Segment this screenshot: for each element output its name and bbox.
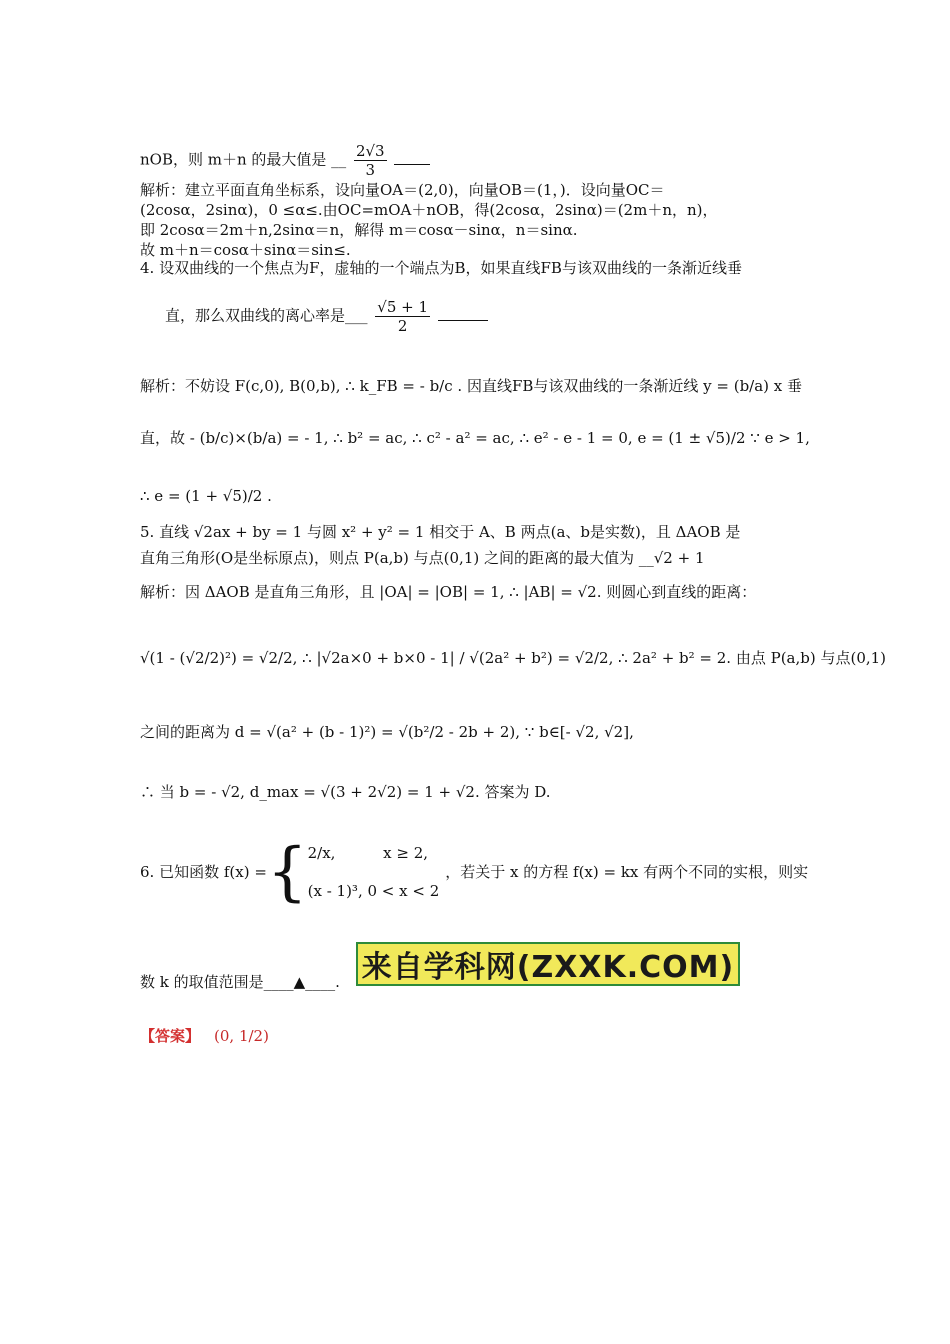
- solution-5-line2: √(1 - (√2/2)²) = √2/2, ∴ |√2a×0 + b×0 - 1| / √(2a² + b²) = √2/2, ∴ 2a² + b² = 2. 由点 P(a,b) 与点(0,1): [140, 649, 887, 667]
- question-4-line2: [165, 298, 488, 335]
- question-6-line2: 数 k 的取值范围是____▲____.: [140, 973, 340, 991]
- solution-5-line1: 解析：因 ΔAOB 是直角三角形，且 |OA| = |OB| = 1, ∴ |AB| = √2. 则圆心到直线的距离：: [140, 583, 757, 601]
- piecewise-brace: {: [266, 835, 308, 909]
- answer-line: [140, 1018, 269, 1054]
- solution-4-line3: ∴ e = (1 + √5)/2 .: [140, 487, 272, 505]
- text-line-2: 解析：建立平面直角坐标系，设向量OA＝(2,0)，向量OB＝(1，)．设向量OC＝: [140, 181, 665, 199]
- case-2: (x - 1)³, 0 < x < 2: [307, 882, 440, 900]
- text-line-3: (2cosα，2sinα)，0 ≤α≤.由OC=mOA＋nOB，得(2cosα，2sinα)＝(2m＋n，n)，: [140, 201, 718, 219]
- eccentricity-fraction: [375, 298, 430, 335]
- solution-4-line2: 直，故 - (b/c)×(b/a) = - 1, ∴ b² = ac, ∴ c² - a² = ac, ∴ e² - e - 1 = 0, e = (1 ± √5)/2 ∵ e > 1,: [140, 429, 810, 447]
- function-def-label: 6. 已知函数 f(x) =: [140, 863, 267, 881]
- frac-numerator: 2√3: [355, 142, 385, 160]
- answer-label: 【答案】: [140, 1027, 201, 1045]
- answer-blank: [394, 164, 430, 165]
- solution-5-line3: 之间的距离为 d = √(a² + (b - 1)²) = √(b²/2 - 2b + 2), ∵ b∈[- √2, √2],: [140, 723, 634, 741]
- answer-fraction-1: [354, 142, 387, 179]
- question-6-tail: ，若关于 x 的方程 f(x) = kx 有两个不同的实根，则实: [445, 863, 809, 881]
- text-line-5: 故 m＋n＝cosα＋sinα＝sin≤.: [140, 241, 351, 259]
- solution-4-line1: 解析：不妨设 F(c,0), B(0,b), ∴ k_FB = - b/c . 因直线FB与该双曲线的一条渐近线 y = (b/a) x 垂: [140, 377, 803, 395]
- text-line-1: [140, 142, 430, 179]
- frac-numerator: √5 + 1: [377, 298, 429, 316]
- question-6: [140, 836, 808, 908]
- case-1: 2/x, x ≥ 2,: [307, 844, 429, 862]
- question-4: 4. 设双曲线的一个焦点为F，虚轴的一个端点为B，如果直线FB与该双曲线的一条渐近线垂: [140, 259, 742, 277]
- solution-5-line4: ∴ 当 b = - √2, d_max = √(3 + 2√2) = 1 + √2. 答案为 D.: [140, 783, 551, 801]
- piecewise-cases: [308, 843, 440, 901]
- question-5: 5. 直线 √2ax + by = 1 与圆 x² + y² = 1 相交于 A、B 两点(a、b是实数)，且 ΔAOB 是: [140, 523, 741, 541]
- zxxk-logo: 来自学科网(ZXXK.COM): [356, 942, 740, 986]
- line7-text: 直，那么双曲线的离心率是___: [165, 306, 368, 325]
- question-5-line2: 直角三角形(O是坐标原点)，则点 P(a,b) 与点(0,1) 之间的距离的最大值为 __√2 + 1: [140, 549, 705, 567]
- line1-text: nOB，则 m＋n 的最大值是 __: [140, 150, 347, 169]
- answer-value: (0, 1/2): [214, 1027, 269, 1045]
- frac-denominator: 2: [397, 317, 408, 335]
- answer-blank: [438, 320, 488, 321]
- text-line-4: 即 2cosα＝2m＋n,2sinα＝n，解得 m＝cosα－sinα，n＝sinα.: [140, 221, 578, 239]
- frac-denominator: 3: [365, 161, 376, 179]
